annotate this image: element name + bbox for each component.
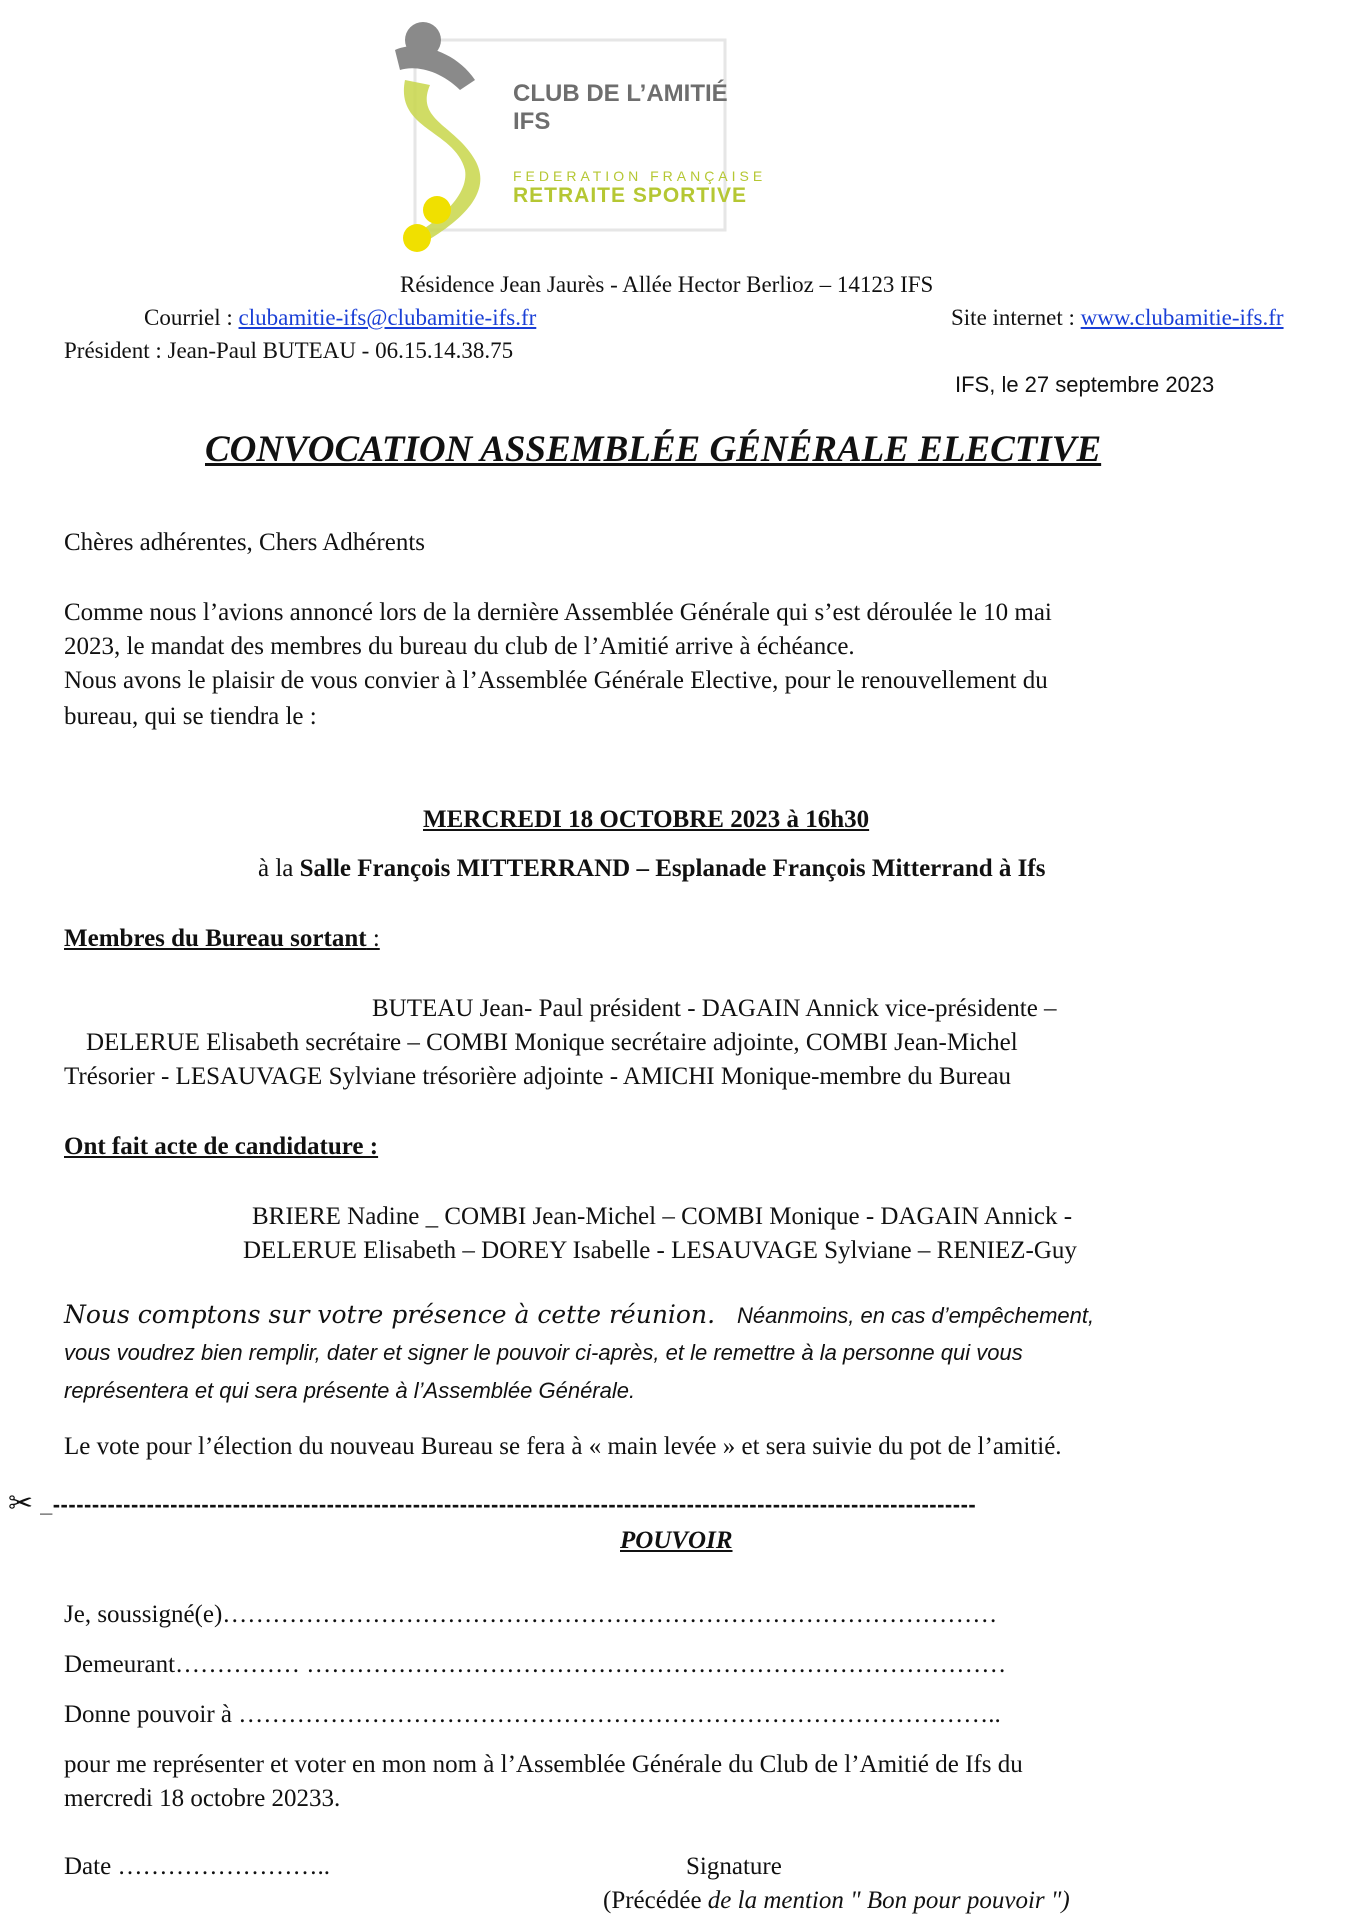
pouvoir-mention <box>603 1886 1070 1916</box>
outgoing-members-line: BUTEAU Jean- Paul président - DAGAIN Annick vice-présidente – <box>372 995 1057 1022</box>
logo-line1: CLUB DE L’AMITIÉ <box>513 80 728 107</box>
pouvoir-text-line: mercredi 18 octobre 20233. <box>64 1785 341 1812</box>
pouvoir-signature-label: Signature <box>686 1853 782 1880</box>
logo-line4: RETRAITE SPORTIVE <box>513 184 748 207</box>
outgoing-members-line: Trésorier - LESAUVAGE Sylviane trésorière adjointe - AMICHI Monique-membre du Bureau <box>64 1063 1012 1090</box>
pouvoir-name-field: Je, soussigné(e)………………………………………………………………………………… <box>64 1601 998 1628</box>
logo-line2: IFS <box>513 108 551 135</box>
paragraph-line: bureau, qui se tiendra le : <box>64 703 317 730</box>
date-line: IFS, le 27 septembre 2023 <box>955 372 1215 397</box>
paragraph-line: Nous avons le plaisir de vous convier à l’Assemblée Générale Elective, pour le renouvellement du <box>64 667 1048 694</box>
scissors-icon: ✂ <box>8 1486 34 1521</box>
email-label: Courriel : <box>144 305 239 330</box>
pouvoir-date-field: Date …………………….. <box>64 1853 330 1880</box>
logo-line3: FEDERATION FRANÇAISE <box>513 168 767 184</box>
presence-rest: Néanmoins, en cas d’empêchement, <box>737 1303 1095 1328</box>
paragraph-line: 2023, le mandat des membres du bureau du club de l’Amitié arrive à échéance. <box>64 633 855 660</box>
page-title: CONVOCATION ASSEMBLÉE GÉNÉRALE ELECTIVE <box>205 429 1102 470</box>
presence-line: vous voudrez bien remplir, dater et signer le pouvoir ci-après, et le remettre à la personne qui vous <box>64 1340 1023 1365</box>
candidates-line: DELERUE Elisabeth – DOREY Isabelle - LESAUVAGE Sylviane – RENIEZ-Guy <box>243 1237 1077 1264</box>
pouvoir-proxy-field: Donne pouvoir à ……………………………………………………………………………….. <box>64 1701 1001 1728</box>
outgoing-heading-colon: : <box>366 925 380 952</box>
site-label: Site internet : <box>951 305 1081 330</box>
greeting: Chères adhérentes, Chers Adhérents <box>64 529 425 556</box>
outgoing-members-line: DELERUE Elisabeth secrétaire – COMBI Monique secrétaire adjointe, COMBI Jean-Michel <box>86 1029 1018 1056</box>
email-link[interactable]: clubamitie-ifs@clubamitie-ifs.fr <box>238 305 537 330</box>
meeting-date: MERCREDI 18 OCTOBRE 2023 à 16h30 <box>423 806 870 833</box>
pouvoir-address-field: Demeurant…………… ………………………………………………………………………… <box>64 1651 1007 1678</box>
club-logo <box>385 10 767 260</box>
outgoing-heading-text: Membres du Bureau sortant <box>64 925 367 952</box>
address: Résidence Jean Jaurès - Allée Hector Berlioz – 14123 IFS <box>400 272 934 297</box>
presence-line <box>64 1300 1094 1331</box>
venue-prefix: à la <box>258 855 300 882</box>
paragraph-line: Comme nous l’avions annoncé lors de la dernière Assemblée Générale qui s’est déroulée le 10 mai <box>64 599 1052 626</box>
pouvoir-text-line: pour me représenter et voter en mon nom à l’Assemblée Générale du Club de l’Amitié de Ifs du <box>64 1751 1023 1778</box>
venue: Salle François MITTERRAND – Esplanade François Mitterrand à Ifs <box>299 855 1046 882</box>
vote-line: Le vote pour l’élection du nouveau Bureau se fera à « main levée » et sera suivie du pot de l’amitié. <box>64 1433 1062 1460</box>
presence-emphasis: Nous comptons sur votre présence à cette réunion. <box>64 1300 716 1329</box>
pouvoir-title: POUVOIR <box>620 1527 733 1554</box>
site-line <box>951 303 1284 333</box>
mention-text: de la mention " Bon pour pouvoir ") <box>707 1887 1070 1914</box>
club-logo-graphic <box>385 10 755 260</box>
president-line: Président : Jean-Paul BUTEAU - 06.15.14.38.75 <box>64 338 514 363</box>
mention-open: (Précédée <box>603 1887 708 1914</box>
presence-line: représentera et qui sera présente à l’Assemblée Générale. <box>64 1378 636 1403</box>
site-link[interactable]: www.clubamitie-ifs.fr <box>1080 305 1284 330</box>
candidates-heading: Ont fait acte de candidature : <box>64 1133 379 1160</box>
candidates-line: BRIERE Nadine _ COMBI Jean-Michel – COMBI Monique - DAGAIN Annick - <box>252 1203 1073 1230</box>
cut-line: _---------------------------------------------------------------------------------------------------------------------- <box>40 1492 977 1517</box>
outgoing-heading <box>64 924 380 954</box>
email-line <box>144 303 536 333</box>
venue-line <box>258 854 1045 884</box>
